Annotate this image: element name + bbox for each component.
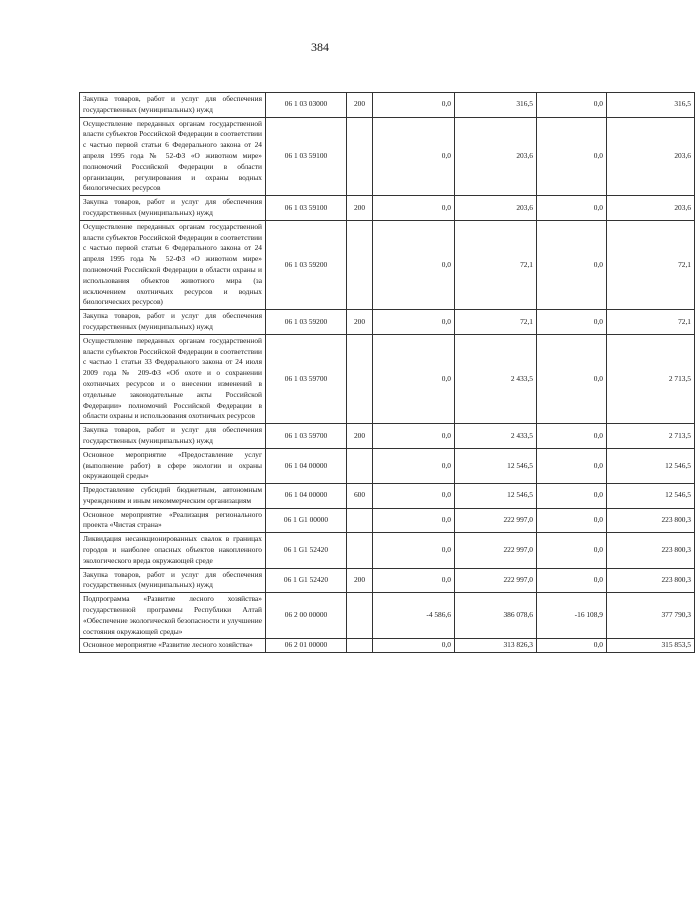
row-amount-1: 0,0 bbox=[373, 424, 455, 449]
row-code: 06 1 03 59700 bbox=[266, 424, 347, 449]
budget-table bbox=[79, 92, 695, 653]
row-amount-4: 315 853,5 bbox=[607, 639, 695, 653]
row-description: Осуществление переданных органам государственной власти субъектов Российской Федерации в соответствии с частью 1 статьи 33 Федерального закона от 24 июля 2009 года № 209-ФЗ «Об охоте и о сохранении охотничьих ресурсов и о внесении изменений в отдельные законодательные акты Российской Федерации» полномочий Российской Федерации в области охраны и использования охотничьих ресурсов bbox=[80, 334, 266, 423]
row-amount-1: 0,0 bbox=[373, 93, 455, 118]
row-code: 06 1 04 00000 bbox=[266, 484, 347, 509]
row-code: 06 1 G1 52420 bbox=[266, 533, 347, 568]
row-description: Закупка товаров, работ и услуг для обеспечения государственных (муниципальных) нужд bbox=[80, 310, 266, 335]
row-expense-type bbox=[347, 448, 373, 483]
row-expense-type bbox=[347, 508, 373, 533]
row-amount-4: 72,1 bbox=[607, 310, 695, 335]
table-row bbox=[80, 220, 695, 309]
row-amount-3: 0,0 bbox=[537, 117, 607, 196]
row-code: 06 1 04 00000 bbox=[266, 448, 347, 483]
table-row bbox=[80, 568, 695, 593]
row-amount-1: 0,0 bbox=[373, 334, 455, 423]
row-amount-2: 222 997,0 bbox=[455, 568, 537, 593]
row-expense-type: 200 bbox=[347, 568, 373, 593]
row-amount-4: 203,6 bbox=[607, 117, 695, 196]
table-row bbox=[80, 196, 695, 221]
budget-table-body bbox=[80, 93, 695, 653]
row-amount-1: 0,0 bbox=[373, 196, 455, 221]
row-description: Основное мероприятие «Реализация регионального проекта «Чистая страна» bbox=[80, 508, 266, 533]
row-amount-1: 0,0 bbox=[373, 117, 455, 196]
row-amount-1: 0,0 bbox=[373, 508, 455, 533]
row-expense-type bbox=[347, 117, 373, 196]
row-amount-2: 72,1 bbox=[455, 310, 537, 335]
row-amount-3: 0,0 bbox=[537, 639, 607, 653]
row-amount-4: 223 800,3 bbox=[607, 533, 695, 568]
row-amount-4: 12 546,5 bbox=[607, 484, 695, 509]
row-amount-3: 0,0 bbox=[537, 448, 607, 483]
row-code: 06 2 01 00000 bbox=[266, 639, 347, 653]
row-expense-type: 200 bbox=[347, 93, 373, 118]
row-amount-2: 222 997,0 bbox=[455, 508, 537, 533]
row-amount-4: 12 546,5 bbox=[607, 448, 695, 483]
row-amount-2: 2 433,5 bbox=[455, 424, 537, 449]
row-description: Закупка товаров, работ и услуг для обеспечения государственных (муниципальных) нужд bbox=[80, 196, 266, 221]
table-row bbox=[80, 448, 695, 483]
row-amount-1: 0,0 bbox=[373, 448, 455, 483]
row-description: Ликвидация несанкционированных свалок в границах городов и наиболее опасных объектов накопленного экологического вреда окружающей среде bbox=[80, 533, 266, 568]
row-amount-1: 0,0 bbox=[373, 568, 455, 593]
row-amount-2: 313 826,3 bbox=[455, 639, 537, 653]
row-description: Предоставление субсидий бюджетным, автономным учреждениям и иным некоммерческим организациям bbox=[80, 484, 266, 509]
row-code: 06 1 03 59100 bbox=[266, 196, 347, 221]
row-expense-type bbox=[347, 220, 373, 309]
row-amount-2: 2 433,5 bbox=[455, 334, 537, 423]
row-expense-type: 600 bbox=[347, 484, 373, 509]
row-amount-4: 203,6 bbox=[607, 196, 695, 221]
row-description: Основное мероприятие «Развитие лесного хозяйства» bbox=[80, 639, 266, 653]
row-amount-4: 72,1 bbox=[607, 220, 695, 309]
table-row bbox=[80, 334, 695, 423]
page-number: 384 bbox=[311, 40, 329, 54]
table-row bbox=[80, 533, 695, 568]
row-amount-3: 0,0 bbox=[537, 424, 607, 449]
row-amount-4: 223 800,3 bbox=[607, 568, 695, 593]
row-expense-type bbox=[347, 533, 373, 568]
row-description: Закупка товаров, работ и услуг для обеспечения государственных (муниципальных) нужд bbox=[80, 93, 266, 118]
table-row bbox=[80, 593, 695, 639]
row-expense-type bbox=[347, 334, 373, 423]
row-amount-4: 316,5 bbox=[607, 93, 695, 118]
row-expense-type: 200 bbox=[347, 424, 373, 449]
row-amount-3: 0,0 bbox=[537, 334, 607, 423]
row-amount-1: -4 586,6 bbox=[373, 593, 455, 639]
table-row bbox=[80, 484, 695, 509]
row-amount-4: 223 800,3 bbox=[607, 508, 695, 533]
row-amount-4: 2 713,5 bbox=[607, 334, 695, 423]
row-amount-2: 386 078,6 bbox=[455, 593, 537, 639]
row-amount-3: 0,0 bbox=[537, 93, 607, 118]
row-amount-3: 0,0 bbox=[537, 568, 607, 593]
row-code: 06 1 03 59200 bbox=[266, 310, 347, 335]
row-code: 06 1 03 03000 bbox=[266, 93, 347, 118]
row-amount-1: 0,0 bbox=[373, 484, 455, 509]
row-amount-3: 0,0 bbox=[537, 533, 607, 568]
table-row bbox=[80, 93, 695, 118]
row-amount-1: 0,0 bbox=[373, 533, 455, 568]
row-amount-2: 222 997,0 bbox=[455, 533, 537, 568]
row-code: 06 1 03 59700 bbox=[266, 334, 347, 423]
row-expense-type bbox=[347, 593, 373, 639]
row-amount-1: 0,0 bbox=[373, 310, 455, 335]
row-amount-3: -16 108,9 bbox=[537, 593, 607, 639]
row-amount-1: 0,0 bbox=[373, 639, 455, 653]
row-description: Подпрограмма «Развитие лесного хозяйства» государственной программы Республики Алтай «Обеспечение экологической безопасности и улучшение состояния окружающей среды» bbox=[80, 593, 266, 639]
row-expense-type: 200 bbox=[347, 310, 373, 335]
row-expense-type bbox=[347, 639, 373, 653]
row-amount-2: 12 546,5 bbox=[455, 484, 537, 509]
row-code: 06 1 G1 00000 bbox=[266, 508, 347, 533]
row-amount-2: 12 546,5 bbox=[455, 448, 537, 483]
row-description: Закупка товаров, работ и услуг для обеспечения государственных (муниципальных) нужд bbox=[80, 424, 266, 449]
table-row bbox=[80, 310, 695, 335]
row-amount-2: 72,1 bbox=[455, 220, 537, 309]
row-amount-4: 377 790,3 bbox=[607, 593, 695, 639]
row-code: 06 1 03 59100 bbox=[266, 117, 347, 196]
row-amount-2: 203,6 bbox=[455, 117, 537, 196]
row-amount-2: 316,5 bbox=[455, 93, 537, 118]
row-amount-4: 2 713,5 bbox=[607, 424, 695, 449]
row-amount-3: 0,0 bbox=[537, 484, 607, 509]
row-description: Осуществление переданных органам государственной власти субъектов Российской Федерации в соответствии с частью первой статьи 6 Федерального закона от 24 апреля 1995 года № 52-ФЗ «О животном мире» полномочий Российской Федерации в области организации, регулирования и охраны водных биологических ресурсов bbox=[80, 117, 266, 196]
row-code: 06 1 G1 52420 bbox=[266, 568, 347, 593]
row-description: Закупка товаров, работ и услуг для обеспечения государственных (муниципальных) нужд bbox=[80, 568, 266, 593]
row-amount-1: 0,0 bbox=[373, 220, 455, 309]
row-amount-3: 0,0 bbox=[537, 508, 607, 533]
table-row bbox=[80, 639, 695, 653]
row-description: Осуществление переданных органам государственной власти субъектов Российской Федерации в соответствии с частью первой статьи 6 Федерального закона от 24 апреля 1995 года № 52-ФЗ «О животном мире» полномочий Российской Федерации в области охраны и использования объектов животного мира (за исключением охотничьих ресурсов и водных биологических ресурсов) bbox=[80, 220, 266, 309]
row-expense-type: 200 bbox=[347, 196, 373, 221]
row-amount-3: 0,0 bbox=[537, 196, 607, 221]
row-amount-2: 203,6 bbox=[455, 196, 537, 221]
row-amount-3: 0,0 bbox=[537, 220, 607, 309]
row-amount-3: 0,0 bbox=[537, 310, 607, 335]
row-code: 06 1 03 59200 bbox=[266, 220, 347, 309]
table-row bbox=[80, 117, 695, 196]
row-code: 06 2 00 00000 bbox=[266, 593, 347, 639]
table-row bbox=[80, 424, 695, 449]
table-row bbox=[80, 508, 695, 533]
row-description: Основное мероприятие «Предоставление услуг (выполнение работ) в сфере экологии и охраны окружающей среды» bbox=[80, 448, 266, 483]
